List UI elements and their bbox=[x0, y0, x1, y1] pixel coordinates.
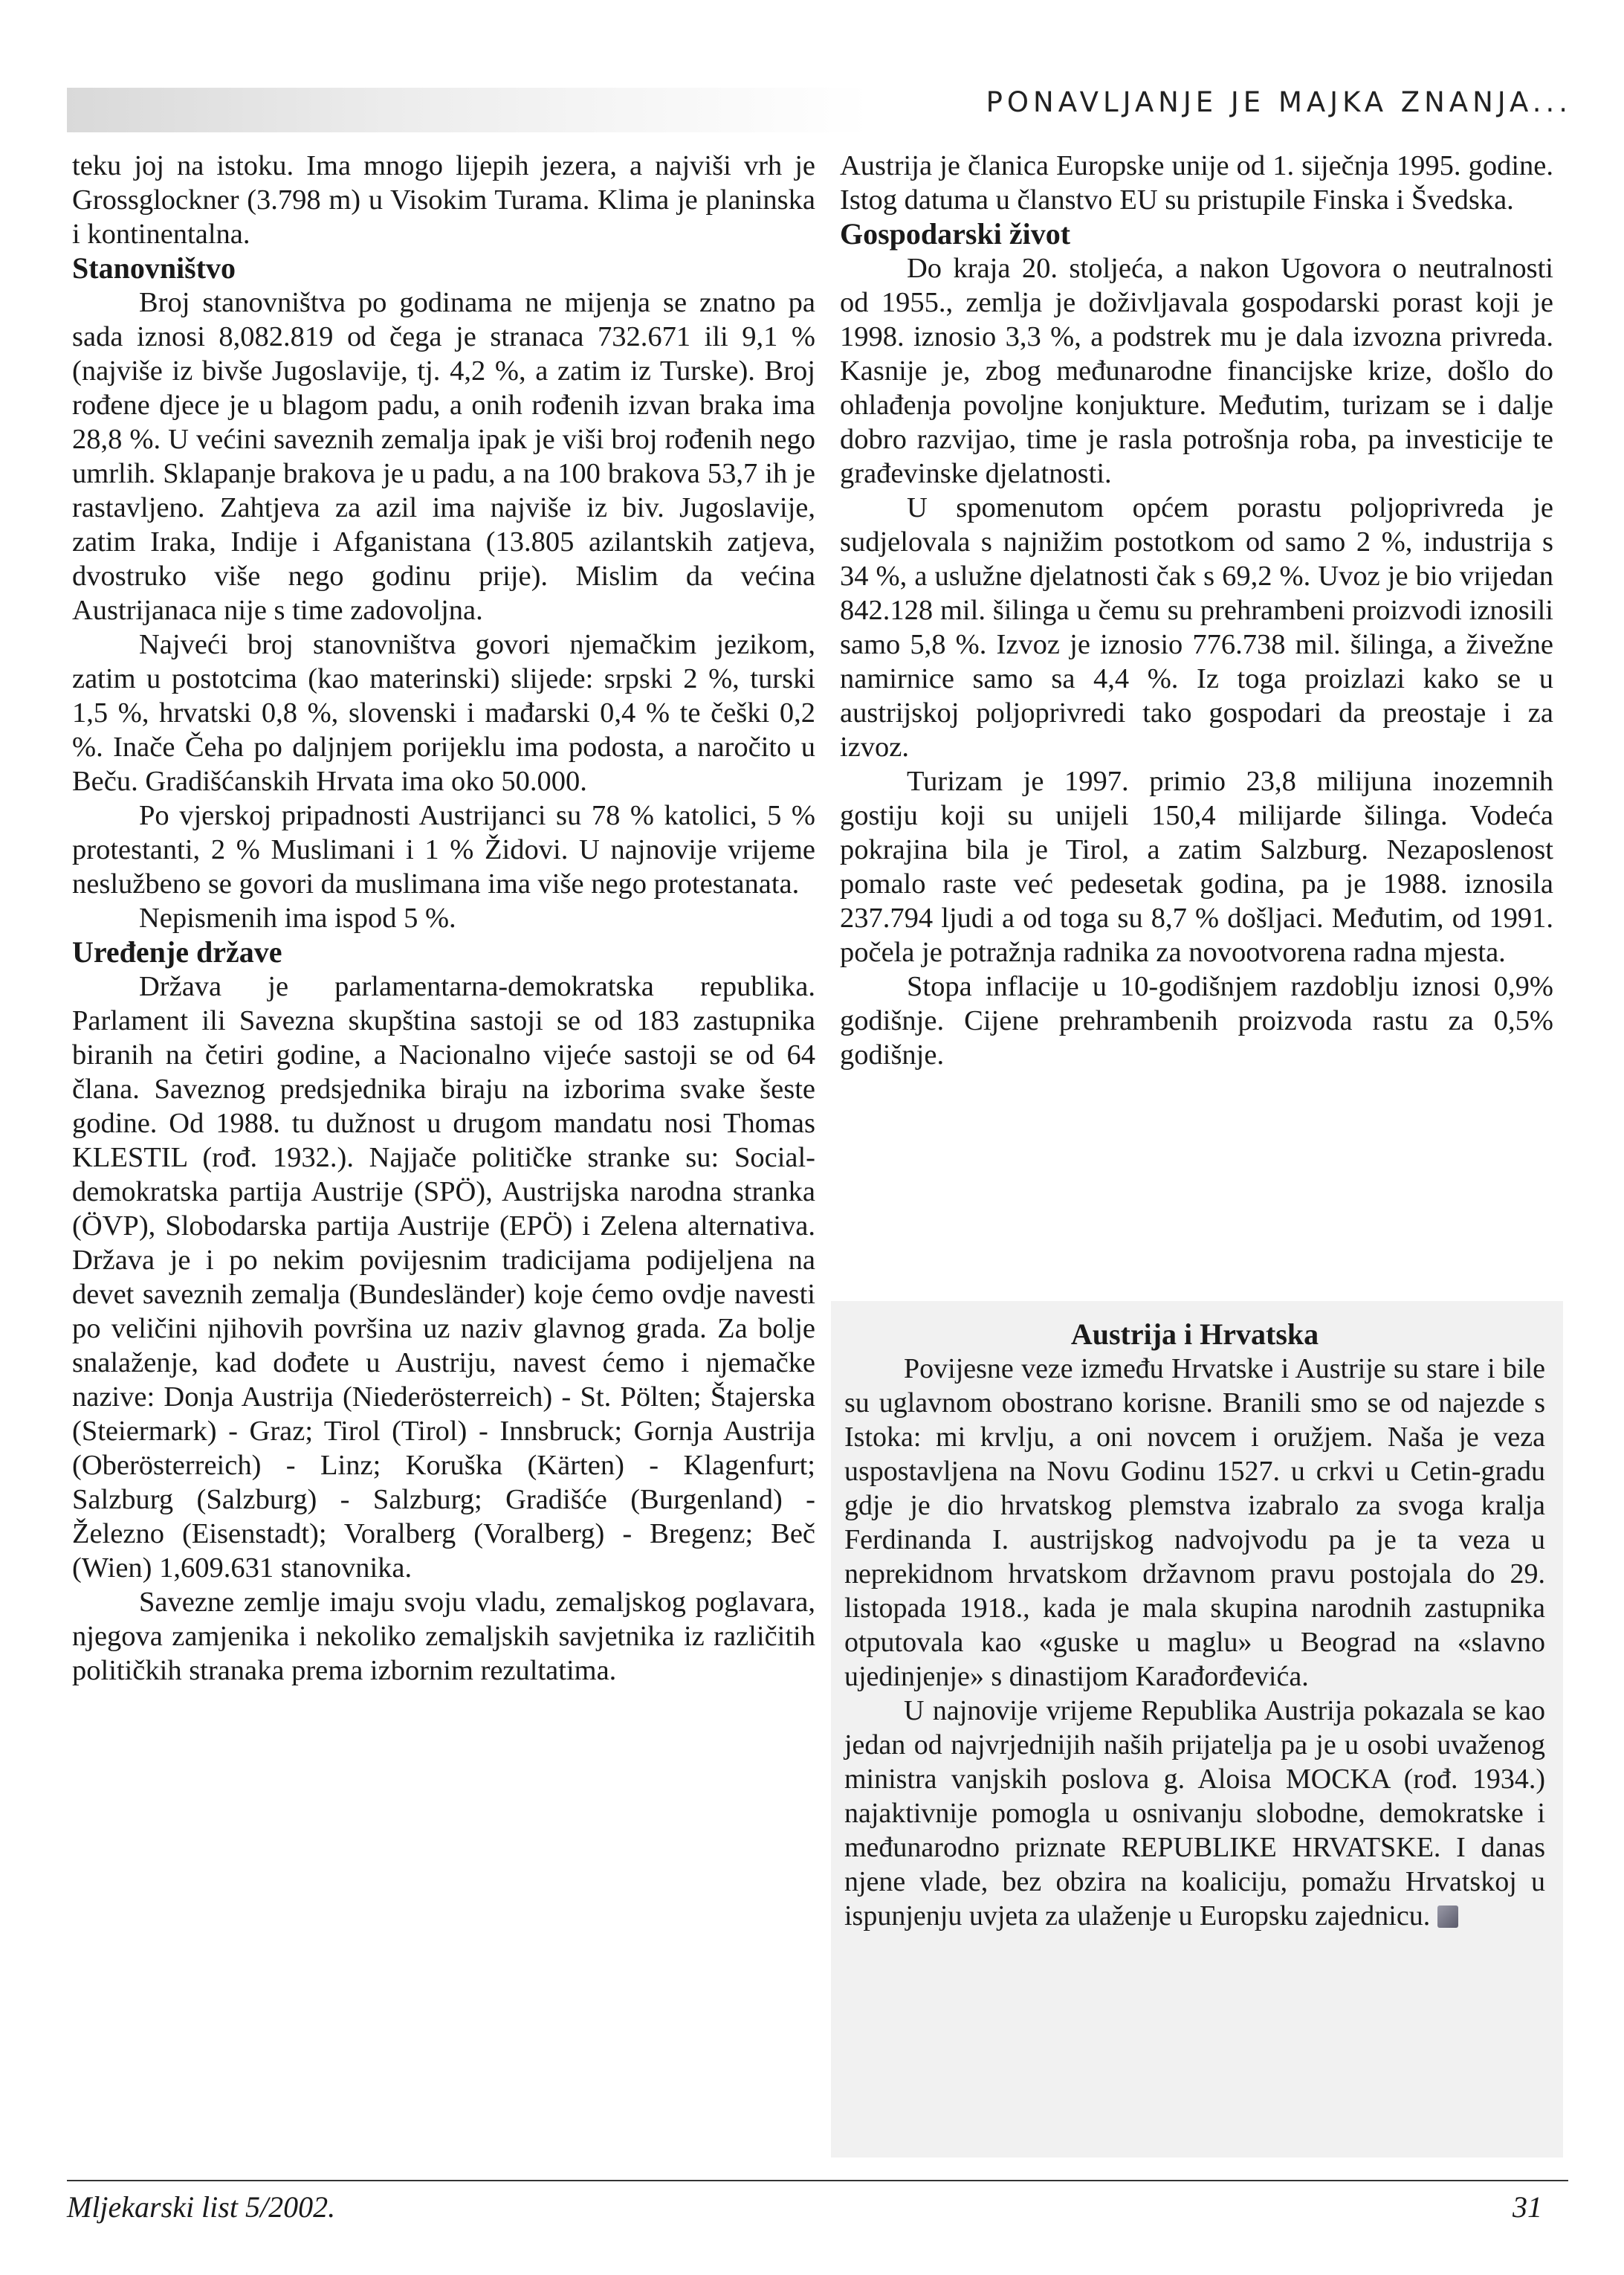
paragraph-economy-1: Do kraja 20. stoljeća, a nakon Ugovora o neutralnosti od 1955., zemlja je doživljavala gospodarski porast koji je 1998. iznosio 3,3 %, a podstrek mu je dala izvozna privreda. Kasnije je, zbog međunarodne financijske krize, došlo do ohlađenja povoljne konjukture. Međutim, turizam se i dalje dobro razvijao, time je rasla potrošnja roba, pa investicije te građevinske djelatnosti. bbox=[840, 253, 1553, 489]
footer-divider bbox=[67, 2180, 1568, 2181]
end-of-article-icon bbox=[1437, 1905, 1458, 1928]
sidebar-paragraph-1: Povijesne veze između Hrvatske i Austrije su stare i bile su uglavnom obostrano korisne. Branili smo se od najezde s Istoka: mi krvlju, a oni novcem i oružjem. Naša je veza uspostavljena na Novu Godinu 1527. u crkvi u Cetin-gradu gdje je dio hrvatskog plemstva izabralo za svoga kralja Ferdinanda I. austrijskog nadvojvodu pa je ta veza u neprekidnom hrvatskom državnom pravu postojala do 29. listopada 1918., kada je mala skupina narodnih zastupnika otputovala kao «guske u maglu» u Beograd na «slavno ujedinjenje» s dinastijom Karađorđevića. bbox=[844, 1353, 1545, 1692]
paragraph-economy-4: Stopa inflacije u 10-godišnjem razdoblju iznosi 0,9% godišnje. Cijene prehrambenih proizvoda rastu za 0,5% godišnje. bbox=[840, 971, 1553, 1071]
section-heading-uredjenje: Uređenje države bbox=[72, 935, 282, 969]
paragraph-population-4: Nepismenih ima ispod 5 %. bbox=[139, 903, 456, 934]
page-number: 31 bbox=[1513, 2190, 1542, 2224]
paragraph-population-1: Broj stanovništva po godinama ne mijenja se znatno pa sada iznosi 8,082.819 od čega je stranaca 732.671 ili 9,1 % (najviše iz bivše Jugoslavije, tj. 4,2 %, a zatim iz Turske). Broj rođene djece je u blagom padu, a onih rođenih izvan braka ima 28,8 %. U većini saveznih zemalja ipak je viši broj rođenih nego umrlih. Sklapanje brakova je u padu, a na 100 brakova 53,7 ih je rastavljeno. Zahtjeva za azil ima najviše iz biv. Jugoslavije, zatim Iraka, Indije i Afganistana (13.805 azilantskih zatjeva, dvostruko više nego godinu prije). Mislim da većina Austrijanaca nije s time zadovoljna. bbox=[72, 287, 815, 626]
paragraph-population-2: Najveći broj stanovništva govori njemačkim jezikom, zatim u postotcima (kao materinski) slijede: srpski 2 %, turski 1,5 %, hrvatski 0,8 %, slovenski i mađarski 0,4 % te češki 0,2 %. Inače Čeha po daljnjem porijeklu ima podosta, a naročito u Beču. Gradišćanskih Hrvata ima oko 50.000. bbox=[72, 629, 815, 797]
sidebar-paragraph-2 bbox=[844, 1694, 1545, 1933]
right-column bbox=[840, 149, 1553, 1072]
section-heading-gospodarski: Gospodarski život bbox=[840, 217, 1071, 251]
sidebar-paragraph-2-text: U najnovije vrijeme Republika Austrija pokazala se kao jedan od najvrjednijih naših prijatelja pa je u osobi uvaženog ministra vanjskih poslova g. Aloisa MOCKA (rođ. 1934.) najaktivnije pomogla u osnivanju slobodne, demokratske i međunarodno priznate REPUBLIKE HRVATSKE. I danas njene vlade, bez obzira na koaliciju, pomažu Hrvatskoj u ispunjenju uvjeta za ulaženje u Europsku zajednicu. bbox=[844, 1695, 1545, 1932]
paragraph-population-3: Po vjerskoj pripadnosti Austrijanci su 78 % katolici, 5 % protestanti, 2 % Muslimani i 1 % Židovi. U najnovije vrijeme neslužbeno se govori da muslimana ima više nego protestanata. bbox=[72, 800, 815, 900]
sidebar-austria-croatia bbox=[831, 1301, 1563, 2158]
paragraph-economy-2: U spomenutom općem porastu poljoprivreda je sudjelovala s najnižim postotkom od samo 2 %, industrija s 34 %, a uslužne djelatnosti čak s 69,2 %. Uvoz je bio vrijedan 842.128 mil. šilinga u čemu su prehrambeni proizvodi iznosili samo 5,8 %. Izvoz je iznosio 776.738 mil. šilinga, a živežne namirnice samo sa 4,4 %. Iz toga proizlazi kako se u austrijskoj poljoprivredi tako gospodari da preostaje i za izvoz. bbox=[840, 492, 1553, 763]
paragraph-eu-membership: Austrija je članica Europske unije od 1. siječnja 1995. godine. Istog datuma u članstvo EU su pristupile Finska i Švedska. bbox=[840, 150, 1553, 216]
running-head-title: PONAVLJANJE JE MAJKA ZNANJA... bbox=[986, 86, 1572, 118]
footer-publication: Mljekarski list 5/2002. bbox=[67, 2190, 336, 2224]
paragraph-economy-3: Turizam je 1997. primio 23,8 milijuna inozemnih gostiju koji su unijeli 150,4 milijarde šilinga. Vodeća pokrajina bila je Tirol, a zatim Salzburg. Nezaposlenost pomalo raste već pedesetak godina, pa je 1988. iznosila 237.794 ljudi a od toga su 8,7 % došljaci. Međutim, od 1991. počela je potražnja radnika za novootvorena radna mjesta. bbox=[840, 766, 1553, 968]
sidebar-title: Austrija i Hrvatska bbox=[1070, 1317, 1319, 1351]
paragraph-government-1: Država je parlamentarna-demokratska republika. Parlament ili Savezna skupština sastoji se od 183 zastupnika biranih na četiri godine, a Nacionalno vijeće sastoji se od 64 člana. Saveznog predsjednika biraju na izborima svake šeste godine. Od 1988. tu dužnost u drugom mandatu nosi Thomas KLESTIL (rođ. 1932.). Najjače političke stranke su: Social-demokratska partija Austrije (SPÖ), Austrijska narodna stranka (ÖVP), Slobodarska partija Austrije (EPÖ) i Zelena alternativa. Država je i po nekim povijesnim tradicijama podijeljena na devet saveznih zemalja (Bundesländer) koje ćemo ovdje navesti po veličini njihovih površina uz naziv glavnog grada. Za bolje snalaženje, kad dođete u Austriju, navest ćemo i njemačke nazive: Donja Austrija (Niederösterreich) - St. Pölten; Štajerska (Steiermark) - Graz; Tirol (Tirol) - Innsbruck; Gornja Austrija (Oberösterreich) - Linz; Koruška (Kärten) - Klagenfurt; Salzburg (Salzburg) - Salzburg; Gradišće (Burgenland) - Železno (Eisenstadt); Voralberg (Voralberg) - Bregenz; Beč (Wien) 1,609.631 stanovnika. bbox=[72, 971, 815, 1584]
section-heading-stanovnistvo: Stanovništvo bbox=[72, 251, 236, 285]
left-column bbox=[72, 149, 815, 1688]
paragraph-government-2: Savezne zemlje imaju svoju vladu, zemaljskog poglavara, njegova zamjenika i nekoliko zemaljskih savjetnika iz različitih političkih stranaka prema izbornim rezultatima. bbox=[72, 1587, 815, 1686]
paragraph-intro: teku joj na istoku. Ima mnogo lijepih jezera, a najviši vrh je Grossglockner (3.798 m) u Visokim Turama. Klima je planinska i kontinentalna. bbox=[72, 150, 815, 250]
header-decoration-bar bbox=[67, 88, 870, 132]
